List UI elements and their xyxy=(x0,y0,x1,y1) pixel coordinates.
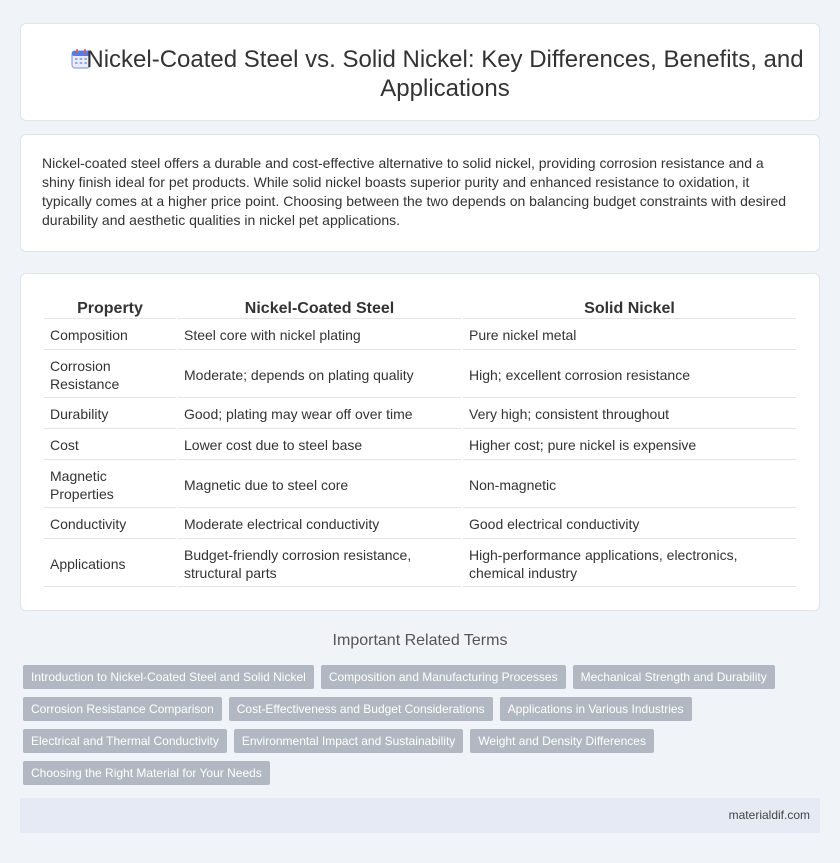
table-row xyxy=(44,352,796,398)
table-row xyxy=(44,541,796,587)
header-property: Property xyxy=(44,297,176,319)
footer xyxy=(20,798,820,833)
table-row xyxy=(44,431,796,460)
related-term-tag[interactable]: Cost-Effectiveness and Budget Considerations xyxy=(229,697,493,721)
solid-nickel-cell: Good electrical conductivity xyxy=(463,510,796,539)
solid-nickel-cell: High-performance applications, electronics, chemical industry xyxy=(463,541,796,587)
property-cell: Applications xyxy=(44,541,176,587)
table-row xyxy=(44,462,796,508)
solid-nickel-cell: Higher cost; pure nickel is expensive xyxy=(463,431,796,460)
comparison-table-card xyxy=(20,273,820,611)
property-cell: Magnetic Properties xyxy=(44,462,176,508)
table-row xyxy=(44,400,796,429)
related-term-tag[interactable]: Introduction to Nickel-Coated Steel and Solid Nickel xyxy=(23,665,314,689)
related-term-tag[interactable]: Corrosion Resistance Comparison xyxy=(23,697,222,721)
related-terms-heading: Important Related Terms xyxy=(332,632,508,649)
solid-nickel-cell: Pure nickel metal xyxy=(463,321,796,350)
related-term-tag[interactable]: Mechanical Strength and Durability xyxy=(573,665,775,689)
solid-nickel-cell: Non-magnetic xyxy=(463,462,796,508)
footer-site-link[interactable]: materialdif.com xyxy=(728,808,810,822)
comparison-table xyxy=(42,295,798,589)
solid-nickel-cell: High; excellent corrosion resistance xyxy=(463,352,796,398)
related-term-tag[interactable]: Environmental Impact and Sustainability xyxy=(234,729,463,753)
nickel-coated-steel-cell: Budget-friendly corrosion resistance, structural parts xyxy=(178,541,461,587)
related-term-tag[interactable]: Electrical and Thermal Conductivity xyxy=(23,729,227,753)
solid-nickel-cell: Very high; consistent throughout xyxy=(463,400,796,429)
related-term-tag[interactable]: Composition and Manufacturing Processes xyxy=(321,665,566,689)
table-row xyxy=(44,321,796,350)
property-cell: Cost xyxy=(44,431,176,460)
nickel-coated-steel-cell: Moderate electrical conductivity xyxy=(178,510,461,539)
related-term-tag[interactable]: Choosing the Right Material for Your Needs xyxy=(23,761,270,785)
related-terms-list xyxy=(23,665,783,785)
table-row xyxy=(44,510,796,539)
nickel-coated-steel-cell: Good; plating may wear off over time xyxy=(178,400,461,429)
related-term-tag[interactable]: Weight and Density Differences xyxy=(470,729,654,753)
intro-card xyxy=(20,134,820,252)
page-title: Nickel-Coated Steel vs. Solid Nickel: Key Differences, Benefits, and Applications xyxy=(86,46,804,102)
nickel-coated-steel-cell: Moderate; depends on plating quality xyxy=(178,352,461,398)
property-cell: Conductivity xyxy=(44,510,176,539)
nickel-coated-steel-cell: Lower cost due to steel base xyxy=(178,431,461,460)
intro-paragraph: Nickel-coated steel offers a durable and cost-effective alternative to solid nickel, providing corrosion resistance and a shiny finish ideal for pet products. While solid nickel boasts superior purity and enhanced resistance to oxidation, it typically comes at a higher price point. Choosing between the two depends on balancing budget constraints with desired durability and aesthetic qualities in nickel pet applications. xyxy=(42,155,787,228)
related-term-tag[interactable]: Applications in Various Industries xyxy=(500,697,692,721)
property-cell: Durability xyxy=(44,400,176,429)
nickel-coated-steel-cell: Steel core with nickel plating xyxy=(178,321,461,350)
table-header-row xyxy=(44,297,796,319)
property-cell: Composition xyxy=(44,321,176,350)
title-card xyxy=(20,23,820,121)
nickel-coated-steel-cell: Magnetic due to steel core xyxy=(178,462,461,508)
header-solid-nickel: Solid Nickel xyxy=(463,297,796,319)
header-nickel-coated-steel: Nickel-Coated Steel xyxy=(178,297,461,319)
property-cell: Corrosion Resistance xyxy=(44,352,176,398)
